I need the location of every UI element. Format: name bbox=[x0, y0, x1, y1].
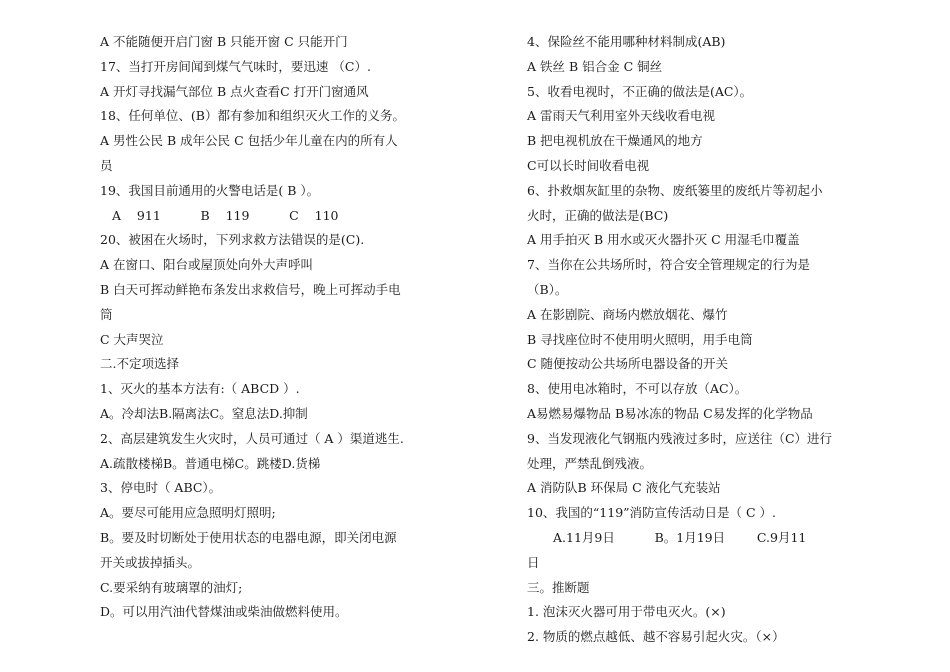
left-column bbox=[100, 30, 435, 625]
text-line: A 用手拍灭 B 用水或灭火器扑灭 C 用湿毛巾覆盖 bbox=[527, 232, 800, 248]
text-line: A 开灯寻找漏气部位 B 点火查看C 打开门窗通风 bbox=[100, 83, 369, 99]
text-line: 日 bbox=[527, 554, 540, 570]
text-line: C 随便按动公共场所电器设备的开关 bbox=[527, 356, 729, 372]
text-line: C 大声哭泣 bbox=[100, 331, 164, 347]
section-heading: 三。推断题 bbox=[527, 579, 590, 595]
text-line: A易燃易爆物品 B易冰冻的物品 C易发挥的化学物品 bbox=[527, 405, 813, 421]
text-line: （B）。 bbox=[527, 281, 568, 297]
text-line: 9、当发现液化气钢瓶内残液过多时，应送往（C）进行 bbox=[527, 430, 833, 446]
text-line: 2. 物质的燃点越低、越不容易引起火灾。（×） bbox=[527, 629, 785, 645]
text-line: B。要及时切断处于使用状态的电器电源，即关闭电源 bbox=[100, 529, 397, 545]
text-line: 1. 泡沫灭火器可用于带电灭火。(×) bbox=[527, 604, 726, 620]
text-line: A 雷雨天气利用室外天线收看电视 bbox=[527, 108, 716, 124]
text-line: 7、当你在公共场所时，符合安全管理规定的行为是 bbox=[527, 257, 810, 273]
text-line: A.疏散楼梯B。普通电梯C。跳楼D.货梯 bbox=[100, 455, 321, 471]
text-line: 8、使用电冰箱时，不可以存放（AC）。 bbox=[527, 381, 748, 397]
question-20: 20、被困在火场时，下列求救方法错误的是(C). bbox=[100, 232, 365, 248]
right-column bbox=[527, 30, 862, 650]
text-line: B 寻找座位时不使用明火照明，用手电筒 bbox=[527, 331, 753, 347]
question-18: 18、任何单位、(B）都有参加和组织灭火工作的义务。 bbox=[100, 108, 405, 124]
text-line: A 消防队B 环保局 C 液化气充装站 bbox=[527, 480, 721, 496]
text-line: 4、保险丝不能用哪种材料制成(AB) bbox=[527, 34, 726, 49]
text-line: 筒 bbox=[100, 306, 113, 322]
text-line: A 911 B 119 C 110 bbox=[112, 207, 339, 223]
text-line: C.要采纳有玻璃罩的油灯; bbox=[100, 579, 243, 595]
question-19: 19、我国目前通用的火警电话是( B ）。 bbox=[100, 182, 320, 198]
text-line: A。冷却法B.隔离法C。窒息法D.抑制 bbox=[100, 405, 308, 421]
text-line: 火时，正确的做法是(BC) bbox=[527, 207, 669, 223]
text-line: 1、灭火的基本方法有:（ ABCD ）. bbox=[100, 381, 300, 397]
text-line: A 男性公民 B 成年公民 C 包括少年儿童在内的所有人 bbox=[100, 133, 398, 149]
text-line: B 白天可挥动鲜艳布条发出求救信号，晚上可挥动手电 bbox=[100, 281, 401, 297]
text-line: 10、我国的“119”消防宣传活动日是（ C ）. bbox=[527, 505, 777, 521]
text-line: A 铁丝 B 铝合金 C 铜丝 bbox=[527, 58, 663, 74]
text-line: 5、收看电视时，不正确的做法是(AC）。 bbox=[527, 83, 753, 99]
text-line: 开关或拔掉插头。 bbox=[100, 554, 201, 570]
text-line: 2、高层建筑发生火灾时，人员可通过（ A ）渠道逃生. bbox=[100, 430, 404, 446]
text-line: A.11月9日 B。1月19日 C.9月11 bbox=[553, 529, 807, 545]
text-line: A 在影剧院、商场内燃放烟花、爆竹 bbox=[527, 306, 728, 322]
text-line: 员 bbox=[100, 157, 113, 173]
text-line: B 把电视机放在干燥通风的地方 bbox=[527, 133, 703, 149]
section-heading: 二.不定项选择 bbox=[100, 356, 179, 372]
text-line: C可以长时间收看电视 bbox=[527, 157, 650, 173]
text-line: A 不能随便开启门窗 B 只能开窗 C 只能开门 bbox=[100, 34, 348, 49]
text-line: 3、停电时（ ABC）。 bbox=[100, 480, 222, 496]
text-line: 处理，严禁乱倒残液。 bbox=[527, 455, 653, 471]
question-17: 17、当打开房间闻到煤气气味时，要迅速 （C）. bbox=[100, 58, 371, 74]
text-line: D。可以用汽油代替煤油或柴油做燃料使用。 bbox=[100, 604, 348, 620]
text-line: A 在窗口、阳台或屋顶处向外大声呼叫 bbox=[100, 257, 314, 273]
text-line: 6、扑救烟灰缸里的杂物、废纸篓里的废纸片等初起小 bbox=[527, 182, 823, 198]
text-line: A。要尽可能用应急照明灯照明; bbox=[100, 505, 276, 521]
